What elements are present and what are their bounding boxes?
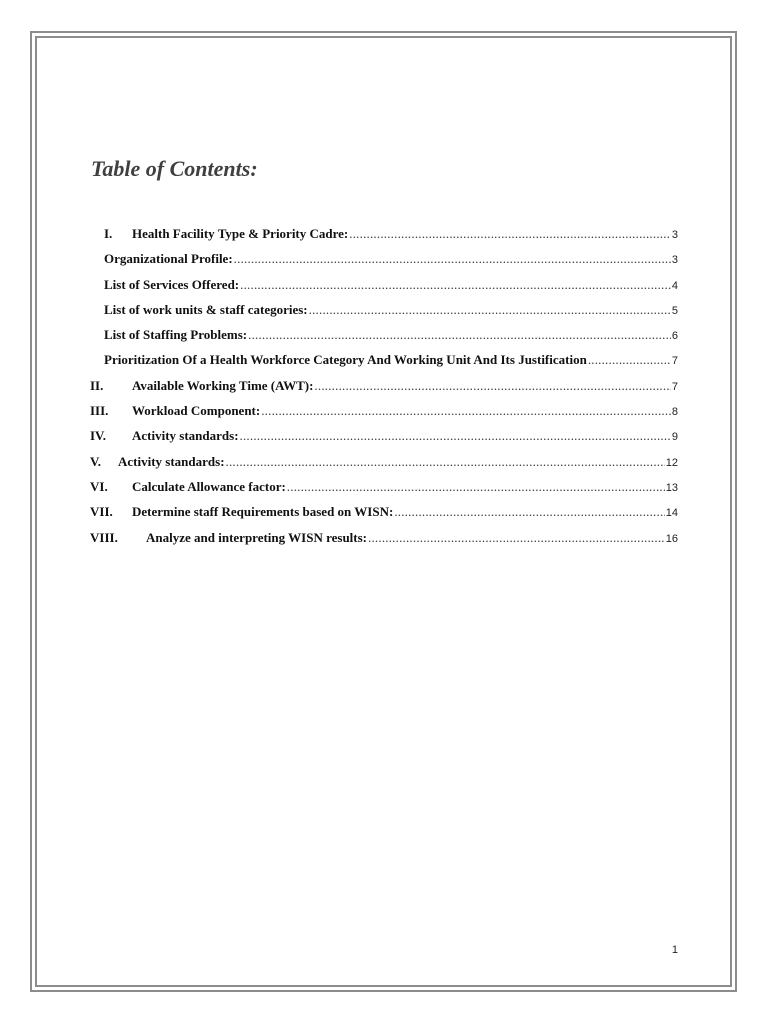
table-of-contents <box>90 226 678 555</box>
toc-page-number: 12 <box>665 456 678 469</box>
toc-label: Health Facility Type & Priority Cadre: <box>132 226 349 241</box>
toc-leader-dots <box>248 327 671 343</box>
toc-leader-dots <box>309 302 671 318</box>
toc-page-number: 8 <box>671 406 678 419</box>
toc-page-number: 16 <box>665 532 678 545</box>
toc-entry[interactable] <box>90 251 678 276</box>
toc-entry[interactable] <box>90 378 678 403</box>
toc-leader-dots <box>368 530 665 546</box>
toc-label: Prioritization Of a Health Workforce Category And Working Unit And Its Justification <box>104 352 587 368</box>
toc-numeral: I. <box>104 226 113 241</box>
toc-numeral: II. <box>90 377 104 393</box>
toc-entry[interactable] <box>90 530 678 555</box>
toc-page-number: 3 <box>671 254 678 267</box>
toc-entry[interactable] <box>90 352 678 377</box>
toc-entry[interactable] <box>90 479 678 504</box>
toc-entry[interactable] <box>90 327 678 352</box>
toc-entry[interactable] <box>90 302 678 327</box>
toc-label: Available Working Time (AWT): <box>132 377 314 393</box>
toc-leader-dots <box>287 479 665 495</box>
toc-entry[interactable] <box>90 504 678 529</box>
toc-leader-dots <box>588 352 671 368</box>
toc-label: Activity standards: <box>118 453 225 469</box>
toc-numeral: VI. <box>90 478 108 494</box>
toc-numeral: IV. <box>90 428 107 444</box>
toc-page-number: 13 <box>665 481 678 494</box>
toc-leader-dots <box>261 403 671 419</box>
toc-entry[interactable] <box>90 454 678 479</box>
toc-label: Calculate Allowance factor: <box>132 478 286 494</box>
toc-leader-dots <box>394 504 664 520</box>
toc-numeral: V. <box>90 453 101 469</box>
toc-numeral: VII. <box>90 504 113 520</box>
toc-page-number: 6 <box>671 330 678 343</box>
toc-entry[interactable] <box>90 428 678 453</box>
toc-leader-dots <box>234 251 671 267</box>
toc-entry[interactable] <box>90 277 678 302</box>
toc-label: Analyze and interpreting WISN results: <box>146 529 368 545</box>
toc-leader-dots <box>226 454 665 470</box>
toc-page-number: 14 <box>665 507 678 520</box>
toc-label: Determine staff Requirements based on WISN: <box>132 504 394 520</box>
toc-leader-dots <box>314 378 670 394</box>
page-number: 1 <box>671 944 678 956</box>
toc-page-number: 9 <box>671 431 678 444</box>
toc-label: List of work units & staff categories: <box>104 301 308 317</box>
toc-numeral: III. <box>90 403 109 419</box>
toc-leader-dots <box>349 226 671 242</box>
toc-label: Activity standards: <box>132 428 239 444</box>
toc-page-number: 4 <box>671 279 678 292</box>
toc-label: Workload Component: <box>132 403 261 419</box>
toc-label: List of Staffing Problems: <box>104 327 248 343</box>
toc-entry[interactable] <box>90 226 678 251</box>
toc-entry[interactable] <box>90 403 678 428</box>
toc-leader-dots <box>240 428 671 444</box>
toc-page-number: 3 <box>671 229 678 241</box>
toc-page-number: 7 <box>671 380 678 393</box>
toc-label: List of Services Offered: <box>104 276 240 292</box>
toc-numeral: VIII. <box>90 529 118 545</box>
toc-title: Table of Contents: <box>91 156 258 181</box>
toc-label: Organizational Profile: <box>104 251 233 267</box>
toc-page-number: 5 <box>671 304 678 317</box>
toc-leader-dots <box>240 277 671 293</box>
toc-page-number: 7 <box>671 355 678 368</box>
